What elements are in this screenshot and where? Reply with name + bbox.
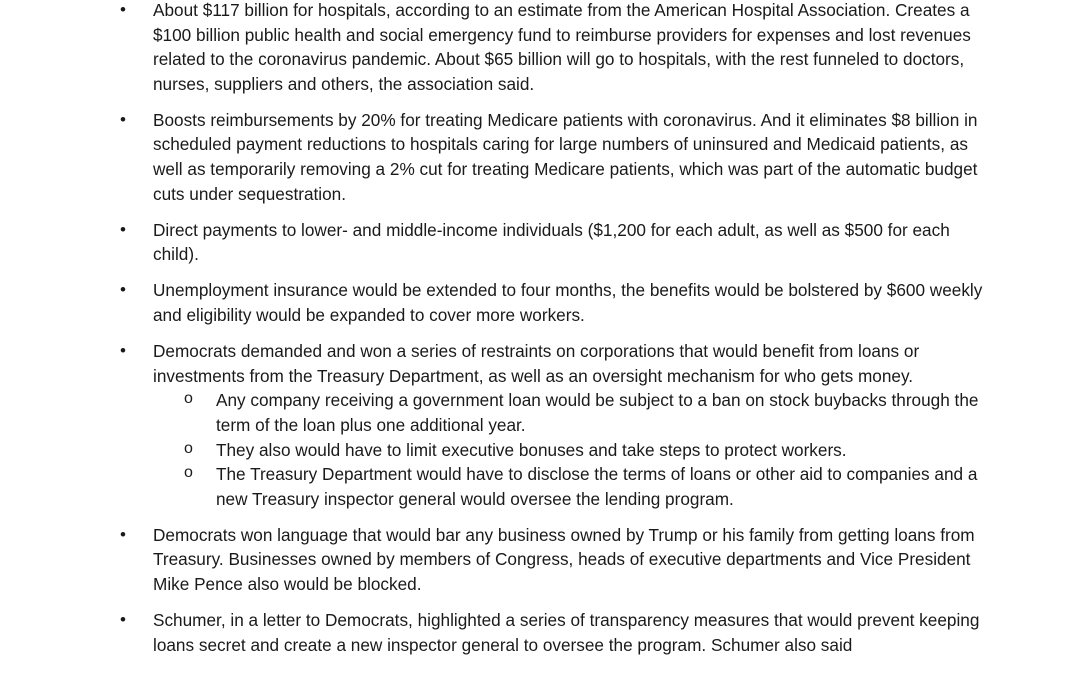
bullet-text: About $117 billion for hospitals, according to an estimate from the American Hospital Association. Creates a $100 billion public health and social emergency fund to reimburse providers for expenses and lost revenues related to the coronavirus pandemic. About $65 billion will go to hospitals, with the rest funneled to doctors, nurses, suppliers and others, the association said.	[153, 0, 971, 94]
bullet-text: Boosts reimbursements by 20% for treating Medicare patients with coronavirus. And it eliminates $8 billion in scheduled payment reductions to hospitals caring for large numbers of uninsured and Medicaid patients, as well as temporarily removing a 2% cut for treating Medicare patients, which was part of the automatic budget cuts under sequestration.	[153, 109, 978, 204]
bullet-item-direct-payments	[0, 218, 1080, 267]
bullet-marker: •	[120, 0, 126, 19]
sub-bullet-item-buybacks	[153, 388, 992, 437]
bullet-item-medicare	[0, 108, 1080, 206]
sub-bullet-text: Any company receiving a government loan would be subject to a ban on stock buybacks through the term of the loan plus one additional year.	[216, 390, 979, 435]
bullet-text: Democrats won language that would bar any business owned by Trump or his family from getting loans from Treasury. Businesses owned by members of Congress, heads of executive departments and Vice President Mike Pence also would be blocked.	[153, 524, 975, 594]
sub-bullet-text: They also would have to limit executive bonuses and take steps to protect workers.	[216, 439, 847, 460]
bullet-item-trump-ban	[0, 523, 1080, 597]
bullet-marker: •	[120, 280, 126, 300]
sub-bullet-text: The Treasury Department would have to disclose the terms of loans or other aid to companies and a new Treasury inspector general would oversee the lending program.	[216, 464, 978, 509]
bullet-item-restraints	[0, 339, 1080, 511]
bullet-text: Schumer, in a letter to Democrats, highlighted a series of transparency measures that would prevent keeping loans secret and create a new inspector general to oversee the program. Schumer also said	[153, 610, 980, 655]
bullet-item-transparency	[0, 608, 1080, 657]
sub-bullet-marker: o	[184, 439, 193, 457]
bullet-text: Democrats demanded and won a series of restraints on corporations that would benefit from loans or investments from the Treasury Department, as well as an oversight mechanism for who gets money.	[153, 341, 920, 386]
bullet-item-hospitals	[0, 0, 1080, 96]
sub-bullet-list	[153, 388, 992, 511]
sub-bullet-marker: o	[184, 390, 193, 408]
bullet-marker: •	[120, 341, 126, 361]
bullet-item-unemployment	[0, 278, 1080, 327]
bullet-marker: •	[120, 524, 126, 544]
bullet-marker: •	[120, 109, 126, 129]
sub-bullet-item-bonuses	[153, 438, 992, 463]
bullet-text: Direct payments to lower- and middle-income individuals ($1,200 for each adult, as well as $500 for each child).	[153, 219, 950, 265]
sub-bullet-item-disclosure	[153, 462, 992, 511]
bullet-text: Unemployment insurance would be extended to four months, the benefits would be bolstered by $600 weekly and eligibility would be expanded to cover more workers.	[153, 280, 983, 326]
bullet-marker: •	[120, 610, 126, 630]
bullet-marker: •	[120, 219, 126, 239]
sub-bullet-marker: o	[184, 464, 193, 482]
